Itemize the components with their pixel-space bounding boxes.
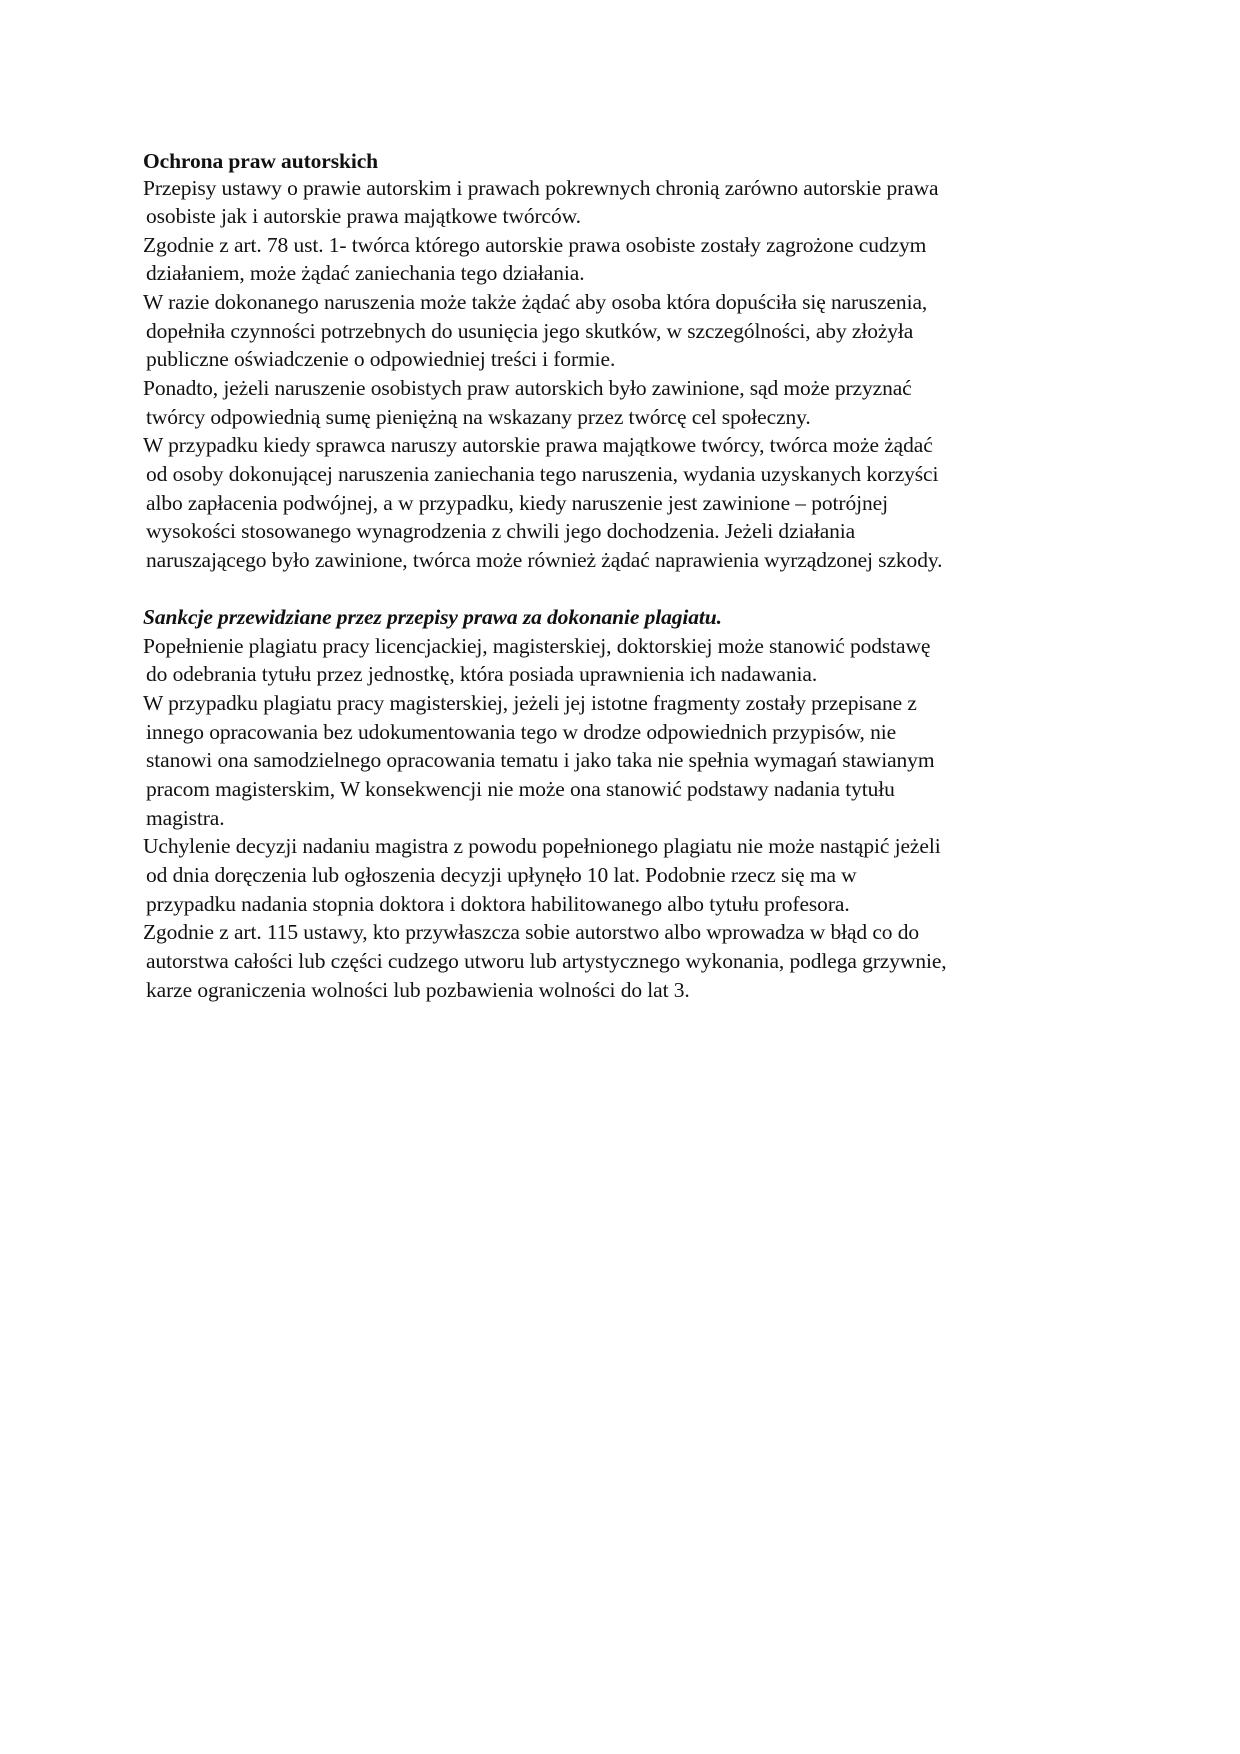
paragraph-line: autorstwa całości lub części cudzego utworu lub artystycznego wykonania, podlega grzywnie, [146, 949, 947, 973]
paragraph-line: od osoby dokonującej naruszenia zaniechania tego naruszenia, wydania uzyskanych korzyści [146, 462, 939, 486]
paragraph-line: od dnia doręczenia lub ogłoszenia decyzji upłynęło 10 lat. Podobnie rzecz się ma w [146, 863, 857, 887]
paragraph-line: wysokości stosowanego wynagrodzenia z chwili jego dochodzenia. Jeżeli działania [146, 519, 856, 543]
paragraph-line: Zgodnie z art. 78 ust. 1- twórca którego autorskie prawa osobiste zostały zagrożone cudzym [143, 233, 927, 257]
section-title-copyright-protection: Ochrona praw autorskich [143, 149, 379, 173]
paragraph-line: W przypadku kiedy sprawca naruszy autorskie prawa majątkowe twórcy, twórca może żądać [143, 433, 933, 457]
paragraph-line: W przypadku plagiatu pracy magisterskiej, jeżeli jej istotne fragmenty zostały przepisane z [143, 691, 917, 715]
paragraph-line: albo zapłacenia podwójnej, a w przypadku, kiedy naruszenie jest zawinione – potrójnej [146, 491, 888, 515]
paragraph-line: twórcy odpowiednią sumę pieniężną na wskazany przez twórcę cel społeczny. [146, 405, 811, 429]
paragraph-line: stanowi ona samodzielnego opracowania tematu i jako taka nie spełnia wymagań stawianym [146, 748, 935, 772]
paragraph-line: Przepisy ustawy o prawie autorskim i prawach pokrewnych chronią zarówno autorskie prawa [143, 176, 939, 200]
paragraph-line: dopełniła czynności potrzebnych do usunięcia jego skutków, w szczególności, aby złożyła [146, 319, 914, 343]
paragraph-line: osobiste jak i autorskie prawa majątkowe twórców. [146, 204, 581, 228]
paragraph-line: karze ograniczenia wolności lub pozbawienia wolności do lat 3. [146, 978, 690, 1002]
paragraph-line: pracom magisterskim, W konsekwencji nie może ona stanowić podstawy nadania tytułu [146, 777, 895, 801]
section-title-plagiarism-sanctions: Sankcje przewidziane przez przepisy prawa za dokonanie plagiatu. [143, 605, 722, 629]
paragraph-line: W razie dokonanego naruszenia może także żądać aby osoba która dopuściła się naruszenia, [143, 290, 928, 314]
paragraph-line: Popełnienie plagiatu pracy licencjackiej, magisterskiej, doktorskiej może stanowić podstawę [143, 634, 931, 658]
paragraph-line: publiczne oświadczenie o odpowiedniej treści i formie. [146, 347, 616, 371]
paragraph-line: innego opracowania bez udokumentowania tego w drodze odpowiednich przypisów, nie [146, 720, 897, 744]
paragraph-line: do odebrania tytułu przez jednostkę, która posiada uprawnienia ich nadawania. [146, 662, 818, 686]
paragraph-line: Ponadto, jeżeli naruszenie osobistych praw autorskich było zawinione, sąd może przyznać [143, 376, 912, 400]
paragraph-line: naruszającego było zawinione, twórca może również żądać naprawienia wyrządzonej szkody. [146, 548, 943, 572]
paragraph-line: Uchylenie decyzji nadaniu magistra z powodu popełnionego plagiatu nie może nastąpić jeżeli [143, 834, 941, 858]
paragraph-line: magistra. [146, 806, 225, 830]
paragraph-line: działaniem, może żądać zaniechania tego działania. [146, 261, 585, 285]
paragraph-line: przypadku nadania stopnia doktora i doktora habilitowanego albo tytułu profesora. [146, 892, 850, 916]
paragraph-line: Zgodnie z art. 115 ustawy, kto przywłaszcza sobie autorstwo albo wprowadza w błąd co do [143, 920, 920, 944]
